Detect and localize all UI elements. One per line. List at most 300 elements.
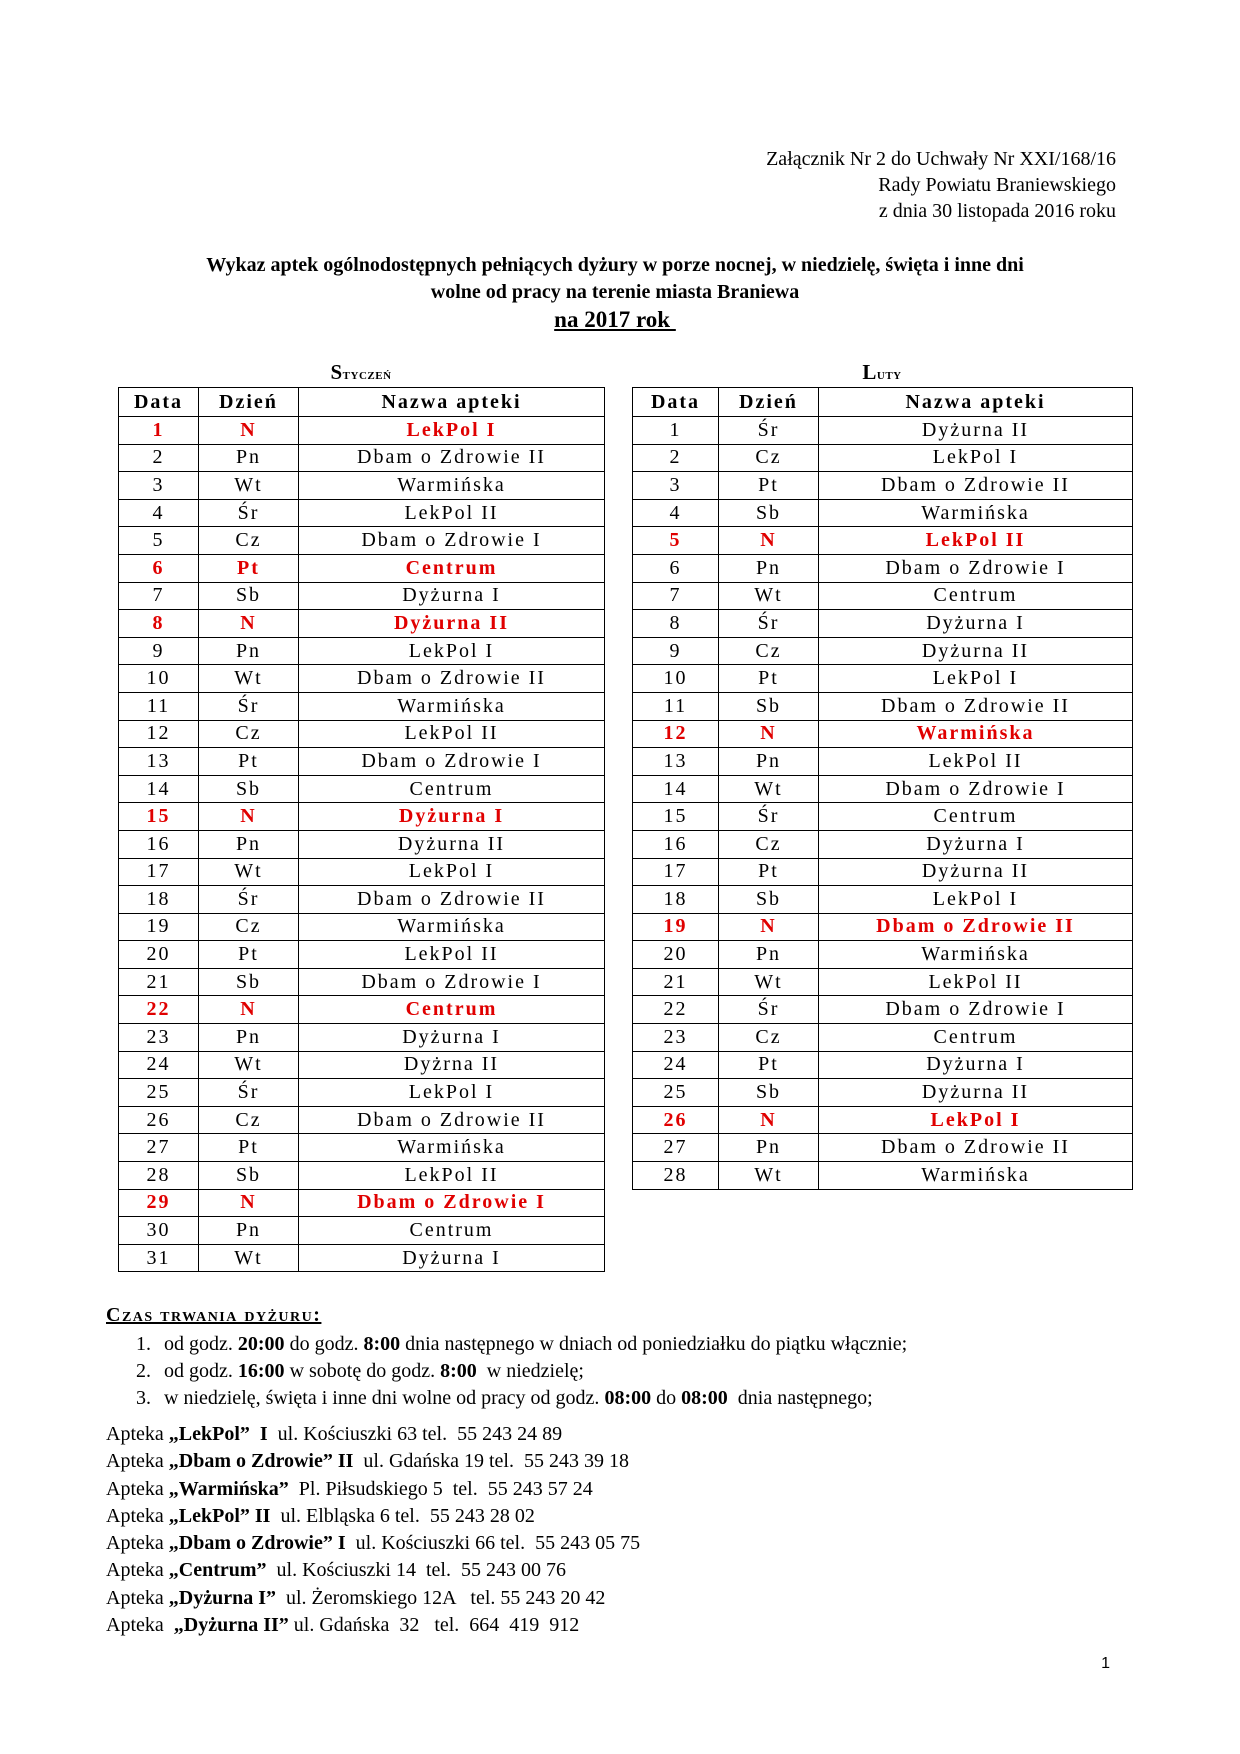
date-cell: 24 [633, 1051, 719, 1079]
day-cell: N [199, 996, 299, 1024]
table-row [633, 886, 1133, 914]
pharmacy-prefix: Apteka [106, 1532, 169, 1555]
day-cell: Śr [719, 417, 819, 445]
date-cell: 22 [119, 996, 199, 1024]
date-cell: 28 [633, 1162, 719, 1190]
column-header-date: Data [633, 388, 719, 417]
duty-text: do [651, 1387, 682, 1409]
date-cell: 6 [119, 554, 199, 582]
day-cell: Śr [719, 996, 819, 1024]
table-row [119, 968, 605, 996]
date-cell: 16 [633, 830, 719, 858]
table-row [633, 941, 1133, 969]
day-cell: Wt [719, 582, 819, 610]
table-row [119, 886, 605, 914]
pharmacy-cell: Warmińska [819, 941, 1133, 969]
day-cell: Cz [719, 637, 819, 665]
table-header-row [633, 388, 1133, 417]
pharmacy-cell: Dbam o Zdrowie I [299, 1189, 605, 1217]
table-row [119, 637, 605, 665]
table-row [633, 748, 1133, 776]
schedule-body-january [119, 417, 605, 1272]
duty-text: od godz. [164, 1333, 238, 1355]
attachment-header [766, 146, 1116, 224]
pharmacy-cell: Dbam o Zdrowie II [299, 665, 605, 693]
pharmacy-cell: Warmińska [819, 720, 1133, 748]
pharmacy-cell: Centrum [819, 1024, 1133, 1052]
pharmacy-cell: Centrum [299, 554, 605, 582]
pharmacy-name: „Dbam o Zdrowie” I [168, 1532, 346, 1555]
duty-hour: 08:00 [681, 1387, 728, 1409]
pharmacy-prefix: Apteka [106, 1423, 169, 1445]
duty-text: od godz. [164, 1360, 238, 1382]
date-cell: 4 [633, 499, 719, 527]
table-row [119, 692, 605, 720]
table-row [633, 554, 1133, 582]
day-cell: Pt [719, 858, 819, 886]
pharmacy-addr: ul. Żeromskiego 12A tel. 55 243 20 42 [276, 1586, 606, 1609]
day-cell: Pn [199, 830, 299, 858]
pharmacy-cell: Warmińska [819, 499, 1133, 527]
pharmacy-cell: Dyżurna I [819, 830, 1133, 858]
date-cell: 21 [633, 968, 719, 996]
day-cell: Pt [199, 1134, 299, 1162]
table-row [633, 444, 1133, 472]
table-row [633, 499, 1133, 527]
duty-text: dnia następnego; [727, 1387, 873, 1409]
pharmacy-name: „LekPol” II [168, 1504, 271, 1527]
table-row [633, 1134, 1133, 1162]
pharmacy-cell: Warmińska [299, 1134, 605, 1162]
date-cell: 3 [119, 472, 199, 500]
table-row [119, 444, 605, 472]
table-row [633, 527, 1133, 555]
pharmacy-prefix: Apteka [106, 1450, 169, 1473]
pharmacy-cell: Dyżrna II [299, 1051, 605, 1079]
pharmacy-cell: LekPol I [819, 665, 1133, 693]
date-cell: 27 [119, 1134, 199, 1162]
day-cell: Pt [199, 941, 299, 969]
day-cell: Sb [199, 775, 299, 803]
day-cell: Sb [199, 968, 299, 996]
day-cell: Sb [719, 499, 819, 527]
date-cell: 3 [633, 472, 719, 500]
table-row [633, 1162, 1133, 1190]
pharmacy-entry [106, 1448, 640, 1475]
month-title-cap: S [330, 360, 343, 384]
table-row [119, 665, 605, 693]
date-cell: 2 [119, 444, 199, 472]
pharmacy-entry [106, 1530, 640, 1557]
table-row [633, 1079, 1133, 1107]
day-cell: Wt [719, 775, 819, 803]
table-row [119, 830, 605, 858]
date-cell: 8 [633, 610, 719, 638]
duty-hour: 20:00 [237, 1333, 285, 1355]
date-cell: 5 [633, 527, 719, 555]
day-cell: Pn [719, 1134, 819, 1162]
pharmacy-cell: Dbam o Zdrowie II [819, 472, 1133, 500]
pharmacy-entry [106, 1421, 640, 1448]
day-cell: Pt [199, 748, 299, 776]
day-cell: Pn [199, 1217, 299, 1245]
pharmacy-name: „Dyżurna II” [173, 1614, 289, 1637]
day-cell: Sb [719, 1079, 819, 1107]
date-cell: 17 [633, 858, 719, 886]
date-cell: 19 [633, 913, 719, 941]
page-number: 1 [1101, 1655, 1110, 1672]
table-row [119, 1134, 605, 1162]
title-line-2: wolne od pracy na terenie miasta Braniewa [430, 281, 800, 303]
attachment-line-2: Rady Powiatu Braniewskiego [878, 174, 1116, 196]
pharmacy-cell: Dyżurna I [819, 1051, 1133, 1079]
table-row [633, 1024, 1133, 1052]
pharmacy-addr: ul. Kościuszki 66 tel. 55 243 05 75 [345, 1532, 641, 1555]
table-row [633, 720, 1133, 748]
pharmacy-cell: LekPol I [299, 1079, 605, 1107]
pharmacy-cell: LekPol I [819, 886, 1133, 914]
pharmacy-entry [106, 1557, 640, 1584]
pharmacy-cell: LekPol II [299, 499, 605, 527]
date-cell: 26 [633, 1106, 719, 1134]
pharmacy-cell: Dyżurna I [299, 1024, 605, 1052]
duty-text: do godz. [284, 1333, 364, 1355]
column-header-date: Data [119, 388, 199, 417]
pharmacy-entry [106, 1585, 640, 1612]
date-cell: 28 [119, 1162, 199, 1190]
table-row [633, 582, 1133, 610]
pharmacy-cell: LekPol I [299, 417, 605, 445]
table-row [119, 527, 605, 555]
schedule-body-february [633, 417, 1133, 1190]
date-cell: 7 [633, 582, 719, 610]
pharmacy-prefix: Apteka [106, 1477, 169, 1500]
date-cell: 18 [119, 886, 199, 914]
day-cell: Pn [719, 941, 819, 969]
pharmacy-cell: Centrum [299, 1217, 605, 1245]
table-row [633, 1106, 1133, 1134]
pharmacy-cell: Dbam o Zdrowie I [819, 996, 1133, 1024]
pharmacy-cell: Dbam o Zdrowie II [819, 913, 1133, 941]
pharmacy-cell: Dyżurna II [819, 858, 1133, 886]
pharmacy-cell: LekPol I [819, 444, 1133, 472]
table-row [119, 554, 605, 582]
month-title-rest: tyczeń [342, 366, 392, 383]
pharmacy-prefix: Apteka [106, 1586, 169, 1609]
date-cell: 2 [633, 444, 719, 472]
schedule-table-february [632, 387, 1133, 1190]
date-cell: 25 [119, 1079, 199, 1107]
pharmacy-entry [106, 1503, 640, 1530]
date-cell: 1 [633, 417, 719, 445]
date-cell: 5 [119, 527, 199, 555]
date-cell: 1 [119, 417, 199, 445]
table-row [633, 913, 1133, 941]
date-cell: 20 [119, 941, 199, 969]
date-cell: 12 [633, 720, 719, 748]
duty-time-item [156, 1331, 907, 1358]
day-cell: Sb [719, 886, 819, 914]
attachment-line-3: z dnia 30 listopada 2016 roku [878, 200, 1116, 222]
date-cell: 23 [119, 1024, 199, 1052]
pharmacy-cell: Centrum [299, 775, 605, 803]
day-cell: N [199, 803, 299, 831]
table-row [119, 941, 605, 969]
pharmacy-addr: ul. Kościuszki 63 tel. 55 243 24 89 [267, 1423, 563, 1445]
day-cell: Wt [199, 472, 299, 500]
duty-hour: 8:00 [440, 1360, 477, 1382]
date-cell: 22 [633, 996, 719, 1024]
table-row [633, 1051, 1133, 1079]
date-cell: 16 [119, 830, 199, 858]
day-cell: N [719, 913, 819, 941]
day-cell: Śr [199, 499, 299, 527]
date-cell: 9 [633, 637, 719, 665]
day-cell: Cz [199, 1106, 299, 1134]
date-cell: 24 [119, 1051, 199, 1079]
day-cell: N [719, 720, 819, 748]
pharmacy-cell: LekPol I [299, 637, 605, 665]
pharmacy-cell: Dyżurna I [299, 582, 605, 610]
pharmacy-cell: Warmińska [299, 913, 605, 941]
pharmacy-cell: Dyżurna I [299, 803, 605, 831]
day-cell: Śr [719, 803, 819, 831]
date-cell: 18 [633, 886, 719, 914]
pharmacy-addr: ul. Kościuszki 14 tel. 55 243 00 76 [266, 1559, 566, 1582]
date-cell: 12 [119, 720, 199, 748]
date-cell: 9 [119, 637, 199, 665]
day-cell: Pn [199, 637, 299, 665]
table-row [119, 748, 605, 776]
pharmacy-name: „Dbam o Zdrowie” II [168, 1450, 354, 1473]
date-cell: 14 [119, 775, 199, 803]
table-row [119, 775, 605, 803]
date-cell: 30 [119, 1217, 199, 1245]
date-cell: 17 [119, 858, 199, 886]
table-row [119, 1051, 605, 1079]
table-row [119, 1106, 605, 1134]
table-row [633, 417, 1133, 445]
month-title-february [632, 360, 1132, 385]
table-header-row [119, 388, 605, 417]
table-row [119, 1079, 605, 1107]
pharmacy-cell: Warmińska [299, 692, 605, 720]
day-cell: Śr [199, 886, 299, 914]
day-cell: Wt [199, 858, 299, 886]
day-cell: Pt [199, 554, 299, 582]
pharmacy-name: „Warmińska” [168, 1477, 289, 1500]
date-cell: 19 [119, 913, 199, 941]
date-cell: 23 [633, 1024, 719, 1052]
pharmacy-cell: Dbam o Zdrowie I [819, 554, 1133, 582]
day-cell: Pt [719, 472, 819, 500]
table-row [119, 1217, 605, 1245]
date-cell: 7 [119, 582, 199, 610]
pharmacy-cell: Dbam o Zdrowie II [819, 692, 1133, 720]
table-row [119, 1244, 605, 1272]
day-cell: Sb [199, 582, 299, 610]
table-row [119, 858, 605, 886]
pharmacy-prefix: Apteka [106, 1504, 169, 1527]
pharmacy-cell: Centrum [299, 996, 605, 1024]
table-row [633, 610, 1133, 638]
pharmacy-name: „Centrum” [168, 1559, 267, 1582]
pharmacy-addr: ul. Gdańska 32 tel. 664 419 912 [288, 1614, 580, 1637]
duty-text: w sobotę do godz. [284, 1360, 441, 1382]
pharmacy-addr: ul. Gdańska 19 tel. 55 243 39 18 [353, 1450, 629, 1473]
pharmacy-cell: Dyżurna I [819, 610, 1133, 638]
duty-text: w niedzielę, święta i inne dni wolne od pracy od godz. [164, 1387, 605, 1409]
pharmacy-cell: Warmińska [819, 1162, 1133, 1190]
date-cell: 20 [633, 941, 719, 969]
table-row [633, 637, 1133, 665]
pharmacy-cell: Dyżurna II [819, 417, 1133, 445]
day-cell: Pn [719, 554, 819, 582]
pharmacy-prefix: Apteka [106, 1614, 174, 1637]
column-header-pharmacy: Nazwa apteki [819, 388, 1133, 417]
pharmacy-cell: Dbam o Zdrowie I [299, 527, 605, 555]
date-cell: 8 [119, 610, 199, 638]
pharmacy-cell: Dbam o Zdrowie II [819, 1134, 1133, 1162]
table-row [119, 472, 605, 500]
pharmacy-cell: Dbam o Zdrowie II [299, 1106, 605, 1134]
date-cell: 26 [119, 1106, 199, 1134]
table-row [119, 582, 605, 610]
day-cell: Pt [719, 665, 819, 693]
day-cell: Pn [199, 444, 299, 472]
day-cell: Śr [199, 1079, 299, 1107]
pharmacy-entry [106, 1612, 640, 1639]
day-cell: Śr [199, 692, 299, 720]
day-cell: Wt [199, 1244, 299, 1272]
pharmacy-cell: LekPol II [819, 527, 1133, 555]
day-cell: Sb [199, 1162, 299, 1190]
pharmacy-cell: Dbam o Zdrowie I [299, 968, 605, 996]
day-cell: Cz [199, 720, 299, 748]
table-row [633, 803, 1133, 831]
pharmacy-cell: Dyżurna II [819, 1079, 1133, 1107]
pharmacy-cell: Dyżurna II [299, 830, 605, 858]
table-row [633, 968, 1133, 996]
table-row [119, 913, 605, 941]
day-cell: Pn [199, 1024, 299, 1052]
day-cell: N [719, 1106, 819, 1134]
table-row [633, 692, 1133, 720]
duty-hour: 08:00 [604, 1387, 652, 1409]
date-cell: 11 [633, 692, 719, 720]
date-cell: 21 [119, 968, 199, 996]
month-title-rest: uty [876, 366, 902, 383]
pharmacy-address-list [106, 1421, 640, 1639]
table-row [119, 610, 605, 638]
month-title-january [118, 360, 604, 385]
day-cell: Pn [719, 748, 819, 776]
pharmacy-cell: LekPol II [299, 1162, 605, 1190]
pharmacy-cell: Warmińska [299, 472, 605, 500]
day-cell: Wt [719, 1162, 819, 1190]
date-cell: 31 [119, 1244, 199, 1272]
day-cell: N [199, 610, 299, 638]
day-cell: Śr [719, 610, 819, 638]
pharmacy-cell: LekPol II [299, 720, 605, 748]
day-cell: Cz [719, 444, 819, 472]
date-cell: 13 [633, 748, 719, 776]
day-cell: N [719, 527, 819, 555]
duty-text: w niedzielę; [476, 1360, 584, 1382]
pharmacy-cell: Dbam o Zdrowie II [299, 886, 605, 914]
table-row [633, 472, 1133, 500]
date-cell: 25 [633, 1079, 719, 1107]
pharmacy-cell: LekPol II [819, 968, 1133, 996]
table-row [633, 775, 1133, 803]
attachment-line-1: Załącznik Nr 2 do Uchwały Nr XXI/168/16 [766, 148, 1116, 170]
column-header-day: Dzień [719, 388, 819, 417]
date-cell: 15 [633, 803, 719, 831]
pharmacy-addr: ul. Elbląska 6 tel. 55 243 28 02 [270, 1504, 535, 1527]
title-line-1: Wykaz aptek ogólnodostępnych pełniących dyżury w porze nocnej, w niedzielę, święta i inne dni [206, 254, 1024, 276]
table-row [119, 1162, 605, 1190]
table-row [119, 499, 605, 527]
table-row [119, 996, 605, 1024]
duty-hour: 16:00 [237, 1360, 285, 1382]
pharmacy-cell: Centrum [819, 582, 1133, 610]
day-cell: Pt [719, 1051, 819, 1079]
pharmacy-addr: Pl. Piłsudskiego 5 tel. 55 243 57 24 [288, 1477, 593, 1500]
date-cell: 13 [119, 748, 199, 776]
column-header-pharmacy: Nazwa apteki [299, 388, 605, 417]
document-title [100, 252, 1130, 333]
pharmacy-cell: LekPol I [819, 1106, 1133, 1134]
day-cell: Wt [199, 665, 299, 693]
date-cell: 27 [633, 1134, 719, 1162]
pharmacy-cell: LekPol II [299, 941, 605, 969]
schedule-table-january [118, 387, 605, 1272]
duty-hour: 8:00 [363, 1333, 401, 1355]
duty-text: dnia następnego w dniach od poniedziałku do piątku włącznie; [400, 1333, 908, 1355]
table-row [633, 858, 1133, 886]
pharmacy-cell: LekPol II [819, 748, 1133, 776]
table-row [633, 665, 1133, 693]
date-cell: 10 [119, 665, 199, 693]
date-cell: 6 [633, 554, 719, 582]
table-row [119, 1189, 605, 1217]
pharmacy-cell: Dyżurna II [299, 610, 605, 638]
pharmacy-entry [106, 1476, 640, 1503]
pharmacy-cell: Dyżurna I [299, 1244, 605, 1272]
pharmacy-cell: Dbam o Zdrowie II [299, 444, 605, 472]
day-cell: Cz [199, 527, 299, 555]
date-cell: 15 [119, 803, 199, 831]
day-cell: N [199, 1189, 299, 1217]
pharmacy-cell: LekPol I [299, 858, 605, 886]
table-row [633, 830, 1133, 858]
day-cell: N [199, 417, 299, 445]
column-header-day: Dzień [199, 388, 299, 417]
duty-time-section [106, 1302, 907, 1412]
pharmacy-name: „LekPol” I [168, 1423, 268, 1445]
pharmacy-cell: Dbam o Zdrowie I [819, 775, 1133, 803]
table-row [119, 1024, 605, 1052]
table-row [119, 417, 605, 445]
table-row [119, 803, 605, 831]
day-cell: Sb [719, 692, 819, 720]
month-title-cap: L [862, 360, 877, 384]
date-cell: 4 [119, 499, 199, 527]
pharmacy-cell: Centrum [819, 803, 1133, 831]
date-cell: 14 [633, 775, 719, 803]
day-cell: Wt [719, 968, 819, 996]
date-cell: 29 [119, 1189, 199, 1217]
